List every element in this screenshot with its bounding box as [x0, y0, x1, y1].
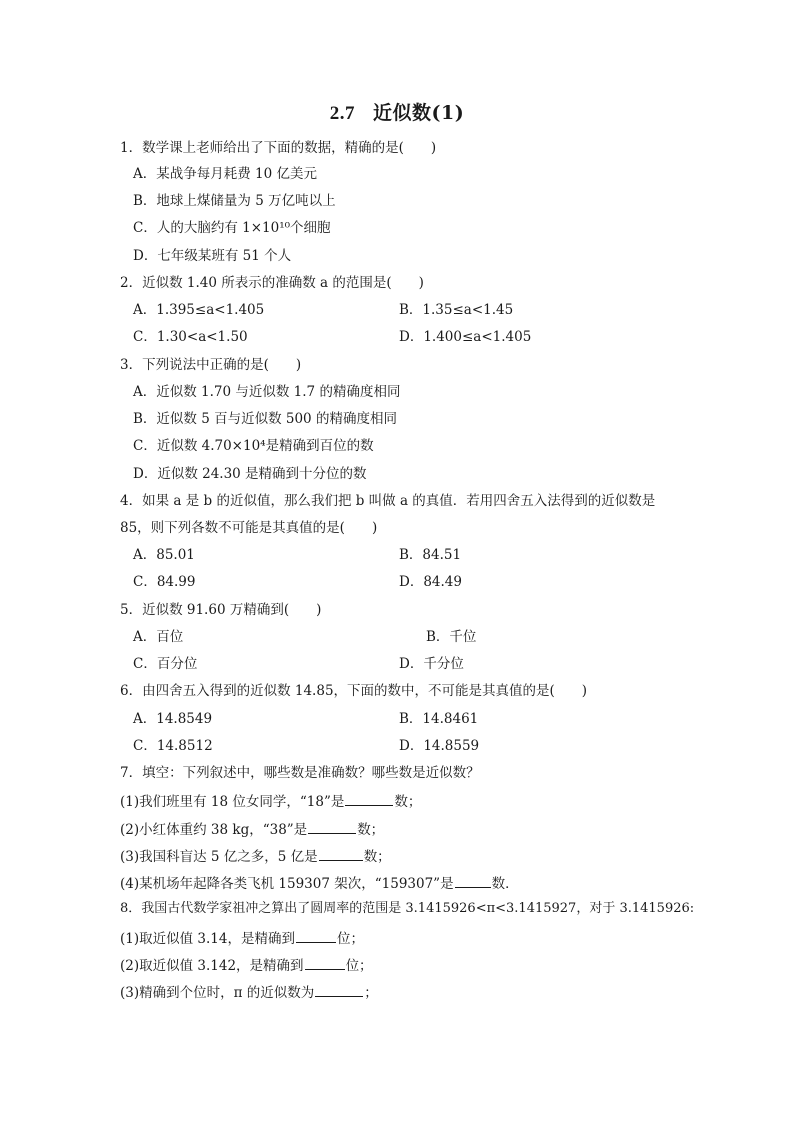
q8-blank-2[interactable]	[305, 955, 345, 970]
q7-blank-1[interactable]	[345, 791, 393, 806]
q8-sub2: (2)取近似值 3.142，是精确到 位；	[120, 955, 373, 975]
q8-sub1: (1)取近似值 3.14，是精确到 位；	[120, 928, 364, 948]
q4-stem-line1: 4．如果 a 是 b 的近似值，那么我们把 b 叫做 a 的真值．若用四舍五入法得到的近似数是	[120, 493, 656, 509]
q4-option-a: A．85.01	[133, 547, 195, 563]
q3-stem: 3．下列说法中正确的是( )	[120, 357, 302, 373]
q6-option-c: C．14.8512	[133, 738, 213, 754]
q6-option-a: A．14.8549	[133, 711, 213, 727]
q5-option-c: C．百分位	[133, 656, 198, 672]
q5-option-a: A．百位	[133, 629, 184, 645]
q5-option-b: B．千位	[426, 629, 477, 645]
q6-option-b: B．14.8461	[399, 711, 479, 727]
q4-option-c: C．84.99	[133, 574, 196, 590]
q5-option-d: D．千分位	[399, 656, 464, 672]
q6-option-d: D．14.8559	[399, 738, 480, 754]
q3-option-b: B．近似数 5 百与近似数 500 的精确度相同	[133, 411, 397, 427]
q7-blank-3[interactable]	[319, 846, 363, 861]
q3-option-c: C．近似数 4.70×10⁴是精确到百位的数	[133, 438, 374, 454]
q3-option-d: D．近似数 24.30 是精确到十分位的数	[133, 466, 367, 482]
q7-sub1: (1)我们班里有 18 位女同学，“18”是 数；	[120, 791, 421, 811]
q7-sub4: (4)某机场年起降各类飞机 159307 架次，“159307”是 数．	[120, 873, 519, 893]
q2-option-d: D．1.400≤a<1.405	[399, 329, 532, 345]
q3-option-a: A．近似数 1.70 与近似数 1.7 的精确度相同	[133, 384, 401, 400]
q8-sub3: (3)精确到个位时，π 的近似数为 ；	[120, 982, 378, 1002]
q1-option-a: A．某战争每月耗费 10 亿美元	[133, 166, 318, 182]
q2-option-a: A．1.395≤a<1.405	[133, 302, 265, 318]
q8-blank-3[interactable]	[315, 982, 363, 997]
q7-sub3: (3)我国科盲达 5 亿之多，5 亿是 数；	[120, 846, 391, 866]
q7-blank-2[interactable]	[308, 819, 356, 834]
q8-blank-1[interactable]	[296, 928, 336, 943]
q8-stem: 8．我国古代数学家祖冲之算出了圆周率的范围是 3.1415926<π<3.1415927，对于 3.1415926:	[120, 901, 695, 916]
q7-stem: 7．填空：下列叙述中，哪些数是准确数？哪些数是近似数？	[120, 765, 480, 781]
q5-stem: 5．近似数 91.60 万精确到( )	[120, 602, 322, 618]
section-title: 近似数(1)	[373, 102, 465, 124]
q1-option-c: C．人的大脑约有 1×10¹⁰个细胞	[133, 220, 331, 236]
q2-option-c: C．1.30<a<1.50	[133, 329, 248, 345]
q2-option-b: B．1.35≤a<1.45	[399, 302, 514, 318]
q6-stem: 6．由四舍五入得到的近似数 14.85，下面的数中，不可能是其真值的是( )	[120, 683, 588, 699]
q1-option-b: B．地球上煤储量为 5 万亿吨以上	[133, 193, 336, 209]
q1-stem: 1．数学课上老师给出了下面的数据，精确的是( )	[120, 140, 437, 156]
q4-option-b: B．84.51	[399, 547, 462, 563]
q7-sub2: (2)小红体重约 38 kg，“38”是 数；	[120, 819, 384, 839]
q4-stem-line2: 85，则下列各数不可能是其真值的是( )	[120, 520, 378, 536]
q2-stem: 2．近似数 1.40 所表示的准确数 a 的范围是( )	[120, 275, 424, 291]
q4-option-d: D．84.49	[399, 574, 462, 590]
q1-option-d: D．七年级某班有 51 个人	[133, 248, 292, 264]
q7-blank-4[interactable]	[455, 873, 491, 888]
page-title	[0, 98, 794, 125]
section-number: 2.7	[329, 103, 356, 124]
